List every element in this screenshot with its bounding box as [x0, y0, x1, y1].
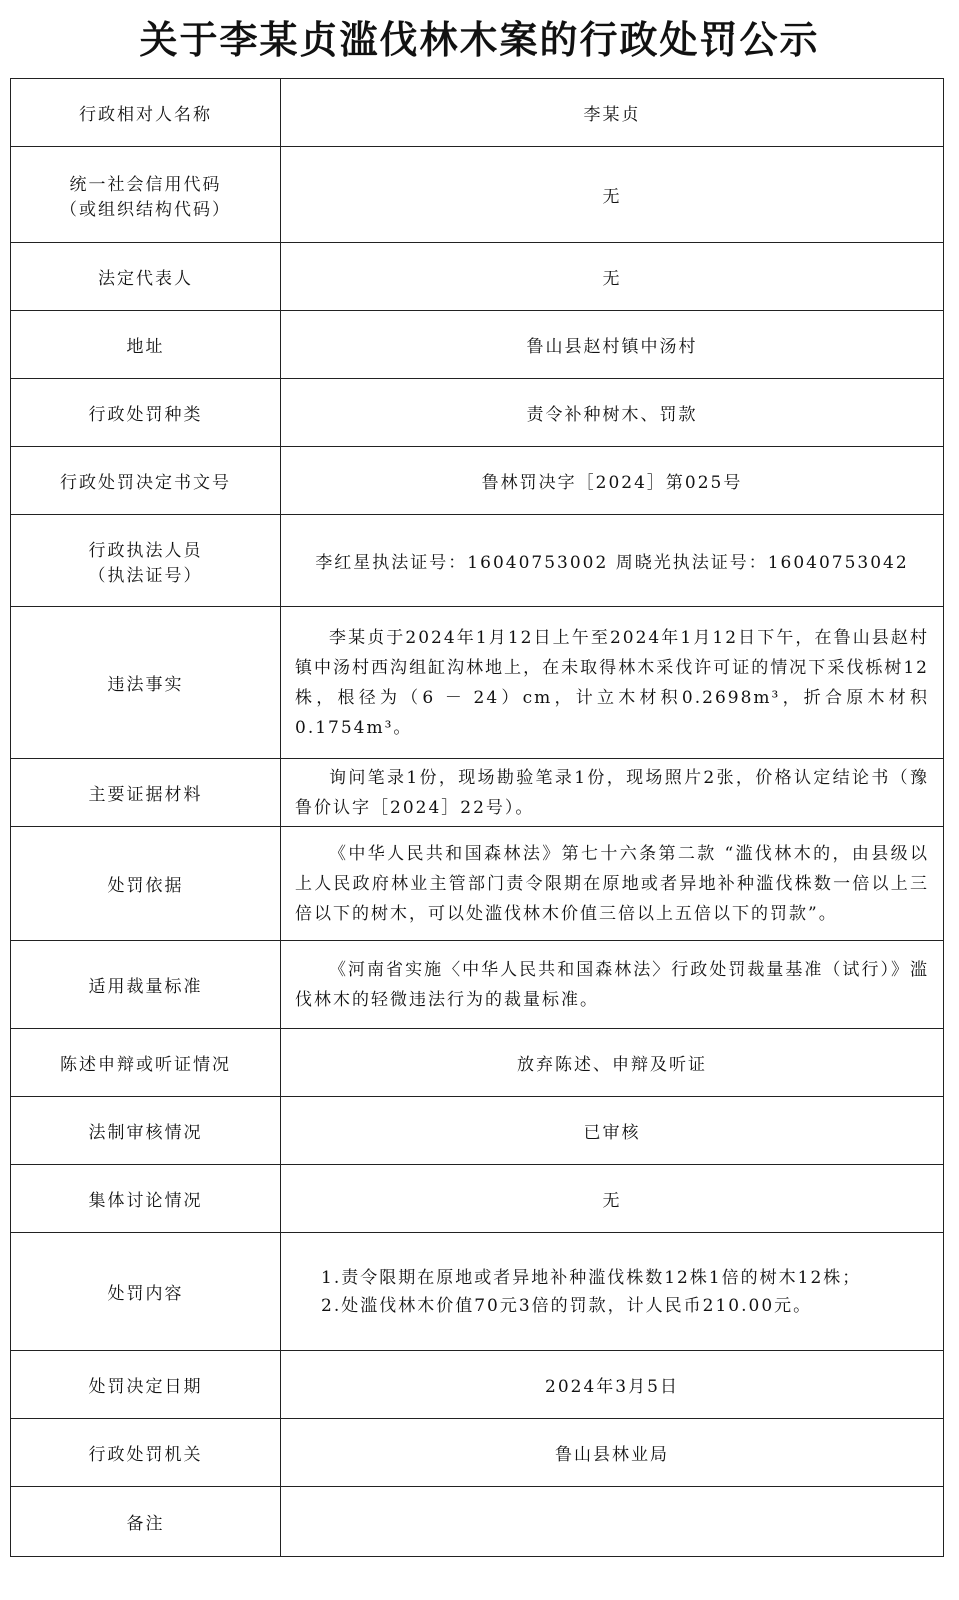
- table-row: [11, 1351, 944, 1419]
- basis-label: 处罚依据: [11, 827, 281, 941]
- credit-code-label-line1: 统一社会信用代码: [69, 174, 222, 195]
- penalty-type-label: 行政处罚种类: [11, 379, 281, 447]
- penalty-type-value: 责令补种树木、罚款: [281, 379, 944, 447]
- party-name-value: 李某贞: [281, 79, 944, 147]
- content-item-1: 1.责令限期在原地或者异地补种滥伐株数12株1倍的树木12株；: [321, 1267, 862, 1288]
- officers-label: [11, 515, 281, 607]
- legal-rep-value: 无: [281, 243, 944, 311]
- table-row: [11, 1233, 944, 1351]
- date-label: 处罚决定日期: [11, 1351, 281, 1419]
- table-row: [11, 447, 944, 515]
- legal-review-value: 已审核: [281, 1097, 944, 1165]
- page-title: 关于李某贞滥伐林木案的行政处罚公示: [139, 18, 820, 62]
- officers-label-line1: 行政执法人员: [88, 540, 203, 561]
- content-label: 处罚内容: [11, 1233, 281, 1351]
- table-row: [11, 1165, 944, 1233]
- authority-label: 行政处罚机关: [11, 1419, 281, 1487]
- remarks-label: 备注: [11, 1487, 281, 1557]
- legal-review-label: 法制审核情况: [11, 1097, 281, 1165]
- table-row: [11, 515, 944, 607]
- officers-value: 李红星执法证号：16040753002 周晓光执法证号：16040753042: [281, 515, 944, 607]
- table-row: [11, 827, 944, 941]
- credit-code-label: [11, 147, 281, 243]
- penalty-table: [10, 78, 944, 1557]
- date-value: 2024年3月5日: [281, 1351, 944, 1419]
- authority-value: 鲁山县林业局: [281, 1419, 944, 1487]
- basis-value: 《中华人民共和国森林法》第七十六条第二款 “滥伐林木的，由县级以上人民政府林业主管部门责令限期在原地或者异地补种滥伐株数一倍以上三倍以下的树木，可以处滥伐林木价值三倍以上五倍以下的罚款”。: [281, 827, 944, 941]
- address-label: 地址: [11, 311, 281, 379]
- officers-label-line2: （执法证号）: [88, 565, 203, 586]
- evidence-label: 主要证据材料: [11, 759, 281, 827]
- party-name-label: 行政相对人名称: [11, 79, 281, 147]
- defense-value: 放弃陈述、申辩及听证: [281, 1029, 944, 1097]
- table-row: [11, 759, 944, 827]
- remarks-value: [281, 1487, 944, 1557]
- table-row: [11, 311, 944, 379]
- table-row: [11, 607, 944, 759]
- defense-label: 陈述申辩或听证情况: [11, 1029, 281, 1097]
- table-row: [11, 941, 944, 1029]
- credit-code-value: 无: [281, 147, 944, 243]
- collective-value: 无: [281, 1165, 944, 1233]
- table-row: [11, 243, 944, 311]
- standard-label: 适用裁量标准: [11, 941, 281, 1029]
- content-value: [281, 1233, 944, 1351]
- collective-label: 集体讨论情况: [11, 1165, 281, 1233]
- standard-value: 《河南省实施〈中华人民共和国森林法〉行政处罚裁量基准（试行）》滥伐林木的轻微违法行为的裁量标准。: [281, 941, 944, 1029]
- legal-rep-label: 法定代表人: [11, 243, 281, 311]
- address-value: 鲁山县赵村镇中汤村: [281, 311, 944, 379]
- table-row: [11, 1029, 944, 1097]
- table-row: [11, 1487, 944, 1557]
- decision-no-label: 行政处罚决定书文号: [11, 447, 281, 515]
- table-row: [11, 1097, 944, 1165]
- table-row: [11, 147, 944, 243]
- facts-label: 违法事实: [11, 607, 281, 759]
- table-row: [11, 79, 944, 147]
- evidence-value: 询问笔录1份，现场勘验笔录1份，现场照片2张，价格认定结论书（豫鲁价认字［2024］22号）。: [281, 759, 944, 827]
- content-item-2: 2.处滥伐林木价值70元3倍的罚款，计人民币210.00元。: [321, 1295, 813, 1316]
- table-row: [11, 1419, 944, 1487]
- decision-no-value: 鲁林罚决字［2024］第025号: [281, 447, 944, 515]
- credit-code-label-line2: （或组织结构代码）: [60, 199, 231, 220]
- table-row: [11, 379, 944, 447]
- facts-value: 李某贞于2024年1月12日上午至2024年1月12日下午，在鲁山县赵村镇中汤村西沟组缸沟林地上，在未取得林木采伐许可证的情况下采伐栎树12株，根径为（6 － 24）cm，计立木材积0.2698m³，折合原木材积0.1754m³。: [281, 607, 944, 759]
